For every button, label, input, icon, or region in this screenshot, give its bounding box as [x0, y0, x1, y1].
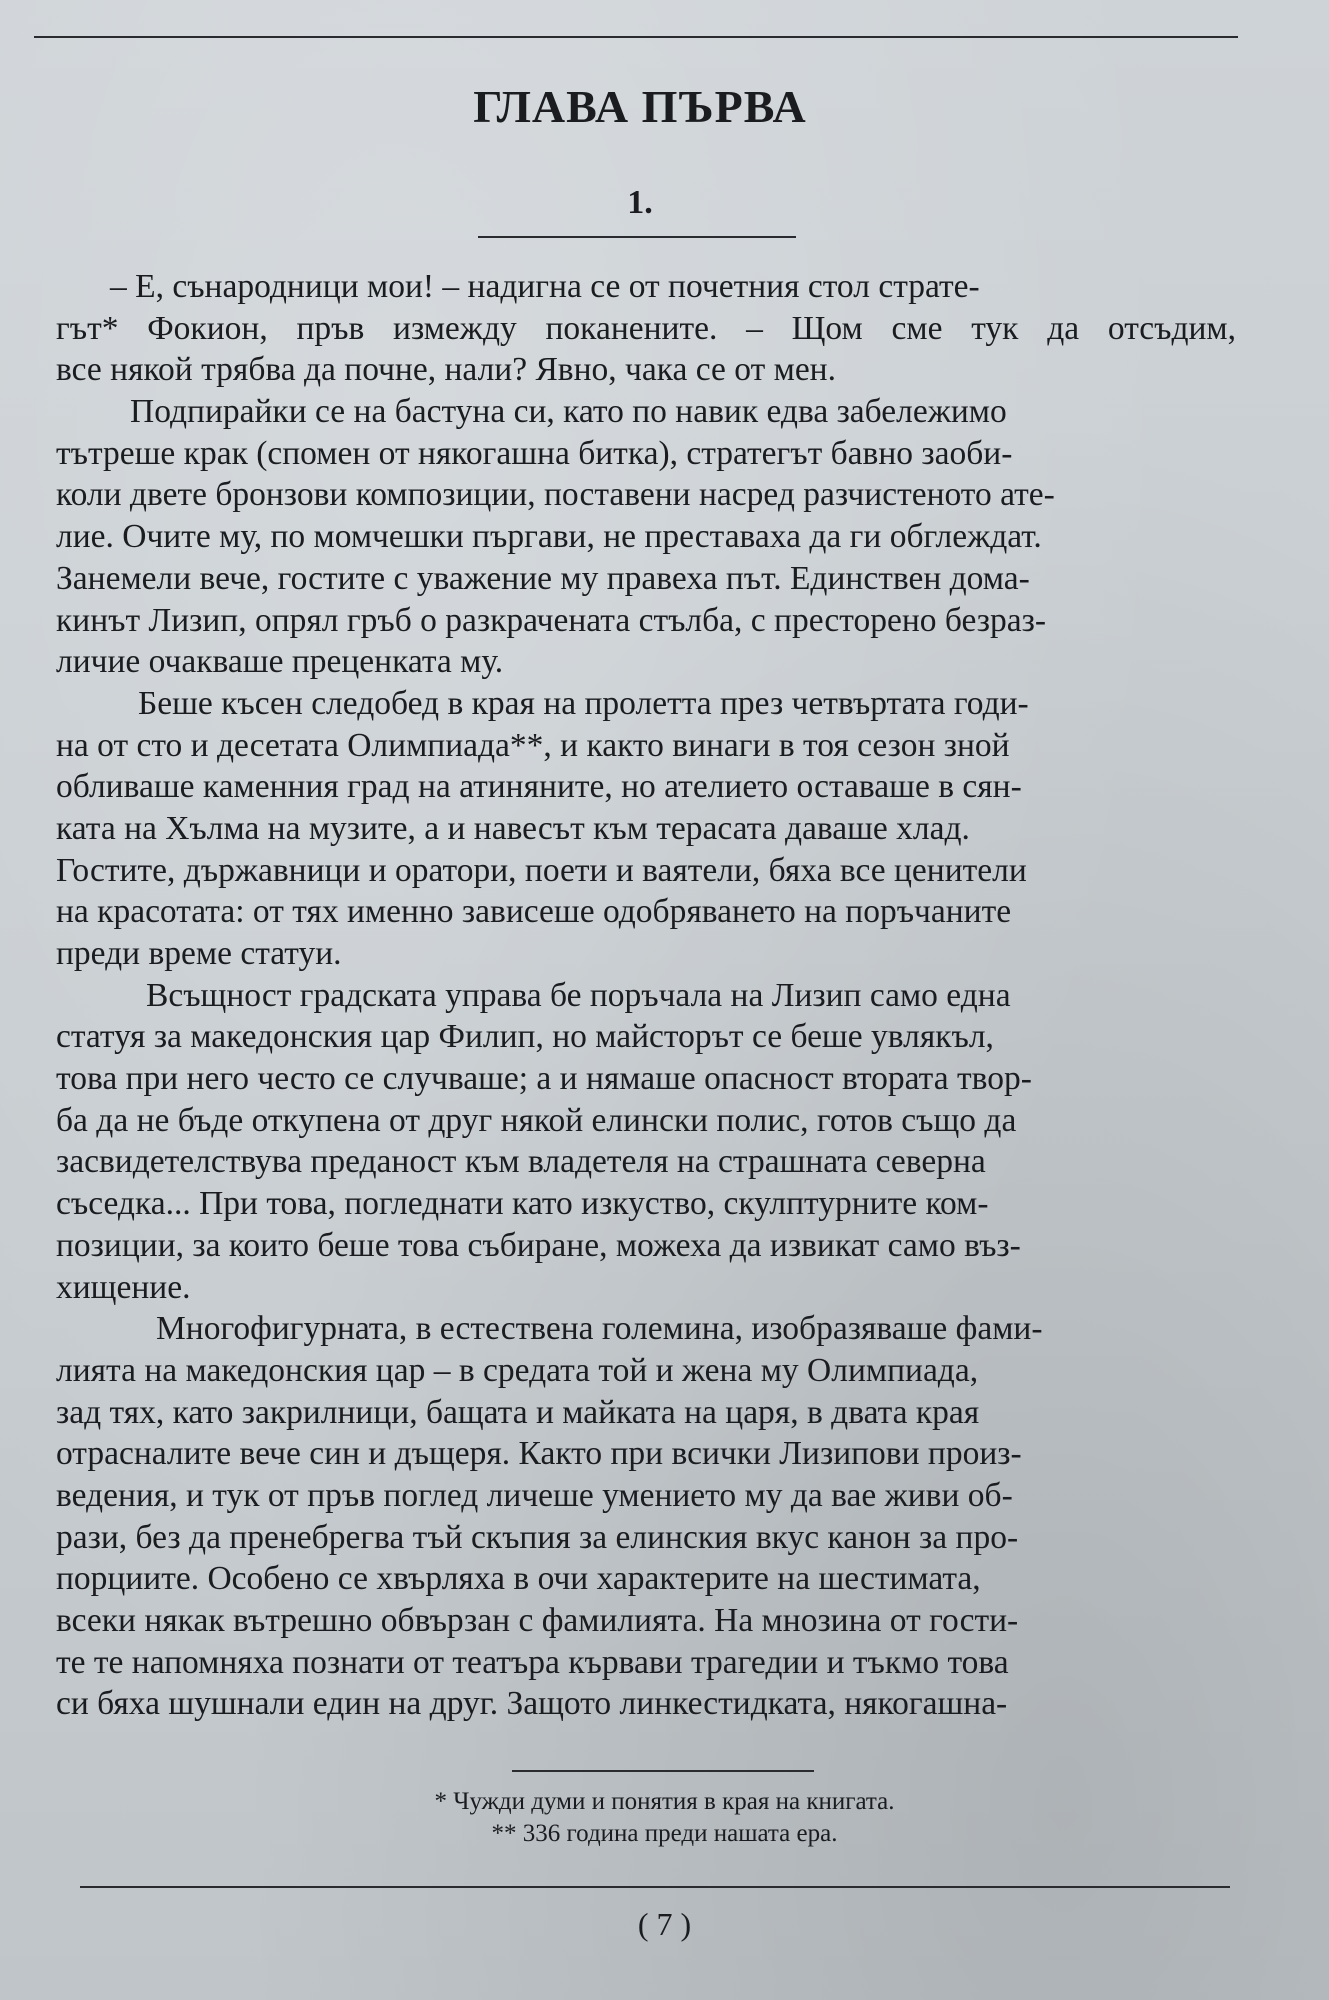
- text-line: ведения, и тук от пръв поглед личеше умението му да вае живи об-: [56, 1476, 1013, 1514]
- text-line: – Е, сънародници мои! – надигна се от почетния стол страте-: [110, 268, 980, 305]
- section-number: 1.: [627, 184, 653, 221]
- bottom-rule: [80, 1886, 1230, 1888]
- text-line: зад тях, като закрилници, бащата и майката на царя, в двата края: [56, 1393, 980, 1431]
- footnote-rule: [512, 1770, 814, 1772]
- text-line: на от сто и десетата Олимпиада**, и както винаги в тоя сезон зной: [56, 726, 1010, 764]
- footnotes: [0, 1786, 1329, 1850]
- text-line: те те напомняха познати от театъра кървави трагедии и тъкмо това: [56, 1643, 1009, 1681]
- text-line: ката на Хълма на музите, а и навесът към терасата даваше хлад.: [56, 809, 970, 847]
- text-line: това при него често се случваше; а и нямаше опасност втората твор-: [56, 1060, 1032, 1098]
- text-line: лие. Очите му, по момчешки пъргави, не преставаха да ги обглеждат.: [56, 518, 1042, 556]
- footnote-2: ** 336 година преди нашата ера.: [491, 1820, 838, 1847]
- footnote-1: * Чужди думи и понятия в края на книгата.: [434, 1788, 895, 1815]
- text-line: Беше късен следобед в края на пролетта през четвъртата годи-: [138, 684, 1029, 722]
- text-line: ба да не бъде откупена от друг някой елински полис, готов също да: [56, 1101, 1017, 1139]
- text-line: все някой трябва да почне, нали? Явно, чака се от мен.: [56, 351, 836, 389]
- text-line: рази, без да пренебрегва тъй скъпия за елинския вкус канон за про-: [56, 1518, 1019, 1556]
- text-line: всеки някак вътрешно обвързан с фамилията. На мнозина от гости-: [56, 1602, 1019, 1639]
- chapter-title: ГЛАВА ПЪРВА: [473, 81, 807, 132]
- text-line: съседка... При това, погледнати като изкуство, скулптурните ком-: [56, 1185, 989, 1223]
- text-line: личие очакваше преценката му.: [56, 643, 504, 681]
- text-line: засвидетелствува преданост към владетеля на страшната северна: [56, 1143, 986, 1181]
- section-rule: [478, 236, 796, 238]
- text-line: обливаше каменния град на атиняните, но ателието оставаше в сян-: [56, 768, 1022, 806]
- text-line: коли двете бронзови композиции, поставени насред разчистеното ате-: [56, 476, 1055, 514]
- page-number: ( 7 ): [637, 1906, 692, 1942]
- text-line: Занемели вече, гостите с уважение му правеха път. Единствен дома-: [56, 559, 1030, 597]
- text-line: Подпирайки се на бастуна си, като по навик едва забележимо: [130, 393, 1007, 431]
- text-line: Многофигурната, в естествена големина, изобразяваше фами-: [156, 1310, 1043, 1348]
- body-text: [56, 266, 1236, 1725]
- text-line: преди време статуи.: [56, 935, 342, 972]
- text-line: хищение.: [56, 1268, 191, 1306]
- text-line: гът* Фокион, пръв измежду поканените. – Щом сме тук да отсъдим,: [56, 309, 1236, 347]
- text-line: порциите. Особено се хвърляха в очи характерите на шестимата,: [56, 1560, 981, 1598]
- text-line: статуя за македонския цар Филип, но майсторът се беше увлякъл,: [56, 1018, 994, 1056]
- text-line: лията на македонския цар – в средата той и жена му Олимпиада,: [56, 1351, 979, 1389]
- text-line: кинът Лизип, опрял гръб о разкрачената стълба, с престорено безраз-: [56, 601, 1047, 639]
- text-line: позиции, за които беше това събиране, можеха да извикат само въз-: [56, 1226, 1021, 1264]
- text-line: Всъщност градската управа бе поръчала на Лизип само една: [146, 976, 1011, 1014]
- text-line: отрасналите вече син и дъщеря. Както при всички Лизипови произ-: [56, 1435, 1022, 1473]
- text-line: си бяха шушнали един на друг. Защото линкестидката, някогашна-: [56, 1685, 1008, 1723]
- top-rule: [34, 36, 1238, 38]
- text-line: на красотата: от тях именно зависеше одобряването на поръчаните: [56, 893, 1012, 931]
- text-line: Гостите, държавници и оратори, поети и ваятели, бяха все ценители: [56, 851, 1027, 889]
- text-line: тътреше крак (спомен от някогашна битка), стратегът бавно заоби-: [56, 434, 1013, 472]
